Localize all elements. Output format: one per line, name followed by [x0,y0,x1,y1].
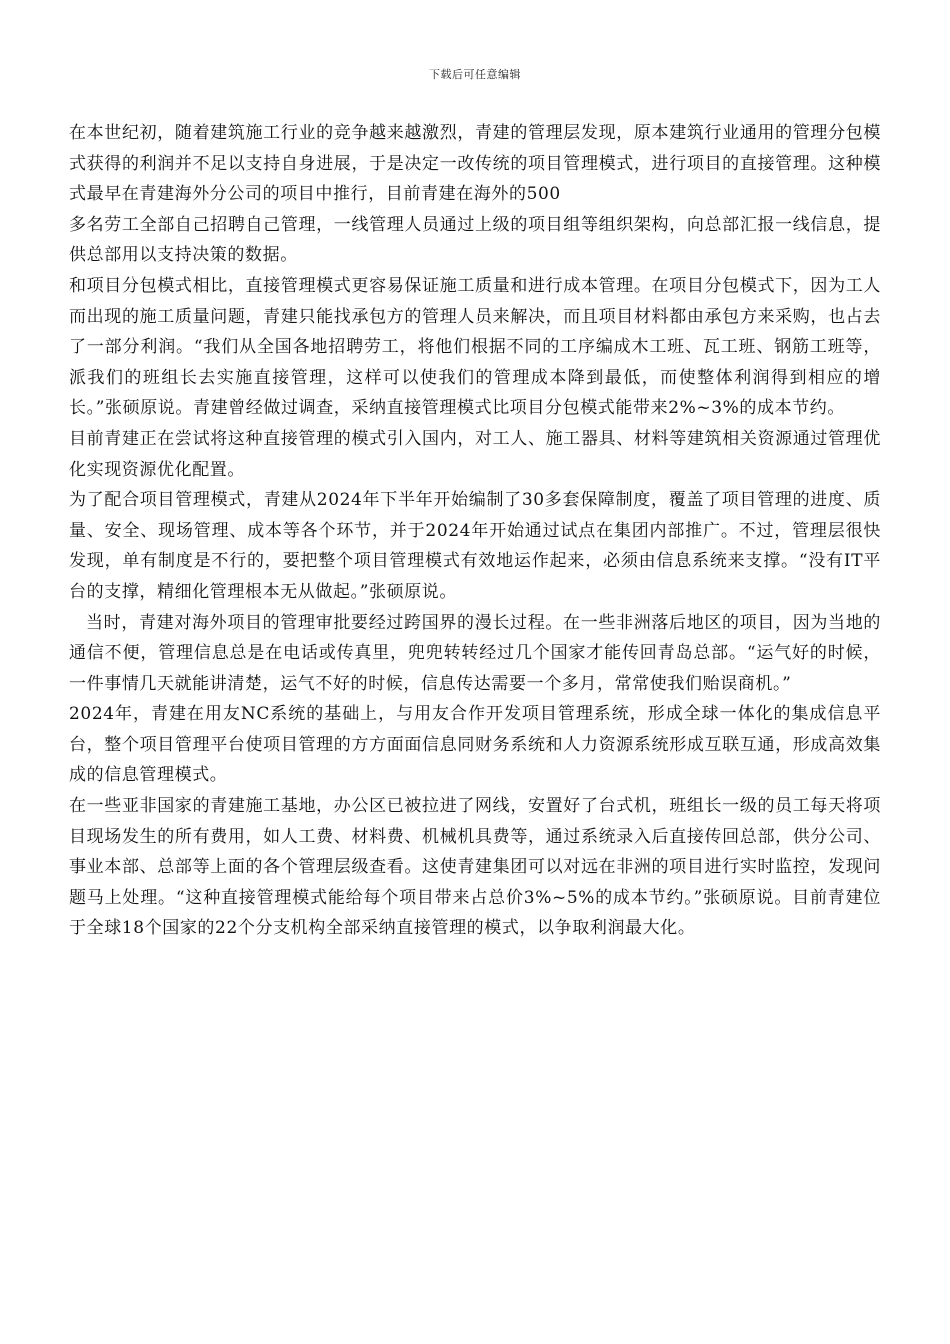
paragraph-5: 为了配合项目管理模式，青建从2024年下半年开始编制了30多套保障制度，覆盖了项目管理的进度、质量、安全、现场管理、成本等各个环节，并于2024年开始通过试点在集团内部推广。不过，管理层很快发现，单有制度是不行的，要把整个项目管理模式有效地运作起来，必须由信息系统来支撑。“没有IT平台的支撑，精细化管理根本无从做起。”张硕原说。 [69,490,881,602]
paragraph-2: 多名劳工全部自己招聘自己管理，一线管理人员通过上级的项目组等组织架构，向总部汇报一线信息，提供总部用以支持决策的数据。 [69,214,881,266]
page-header: 下载后可任意编辑 [429,68,521,81]
paragraph-3: 和项目分包模式相比，直接管理模式更容易保证施工质量和进行成本管理。在项目分包模式下，因为工人而出现的施工质量问题，青建只能找承包方的管理人员来解决，而且项目材料都由承包方来采购，也占去了一部分利润。“我们从全国各地招聘劳工，将他们根据不同的工序编成木工班、瓦工班、钢筋工班等，派我们的班组长去实施直接管理，这样可以使我们的管理成本降到最低，而使整体利润得到相应的增长。”张硕原说。青建曾经做过调查，采纳直接管理模式比项目分包模式能带来2%~3%的成本节约。 [69,275,881,419]
paragraph-7: 2024年，青建在用友NC系统的基础上，与用友合作开发项目管理系统，形成全球一体化的集成信息平台，整个项目管理平台使项目管理的方方面面信息同财务系统和人力资源系统形成互联互通，形成高效集成的信息管理模式。 [69,704,881,786]
paragraph-4: 目前青建正在尝试将这种直接管理的模式引入国内，对工人、施工器具、材料等建筑相关资源通过管理优化实现资源优化配置。 [69,428,881,480]
paragraph-6: 当时，青建对海外项目的管理审批要经过跨国界的漫长过程。在一些非洲落后地区的项目，因为当地的通信不便，管理信息总是在电话或传真里，兜兜转转经过几个国家才能传回青岛总部。“运气好的时候，一件事情几天就能讲清楚，运气不好的时候，信息传达需要一个多月，常常使我们贻误商机。” [69,612,881,694]
paragraph-1: 在本世纪初，随着建筑施工行业的竞争越来越激烈，青建的管理层发现，原本建筑行业通用的管理分包模式获得的利润并不足以支持自身进展，于是决定一改传统的项目管理模式，进行项目的直接管理。这种模式最早在青建海外分公司的项目中推行，目前青建在海外的500 [69,123,881,205]
document-body [69,118,881,944]
paragraph-8: 在一些亚非国家的青建施工基地，办公区已被拉进了网线，安置好了台式机，班组长一级的员工每天将项目现场发生的所有费用，如人工费、材料费、机械机具费等，通过系统录入后直接传回总部，供分公司、事业本部、总部等上面的各个管理层级查看。这使青建集团可以对远在非洲的项目进行实时监控，发现问题马上处理。“这种直接管理模式能给每个项目带来占总价3%~5%的成本节约。”张硕原说。目前青建位于全球18个国家的22个分支机构全部采纳直接管理的模式，以争取利润最大化。 [69,796,881,939]
